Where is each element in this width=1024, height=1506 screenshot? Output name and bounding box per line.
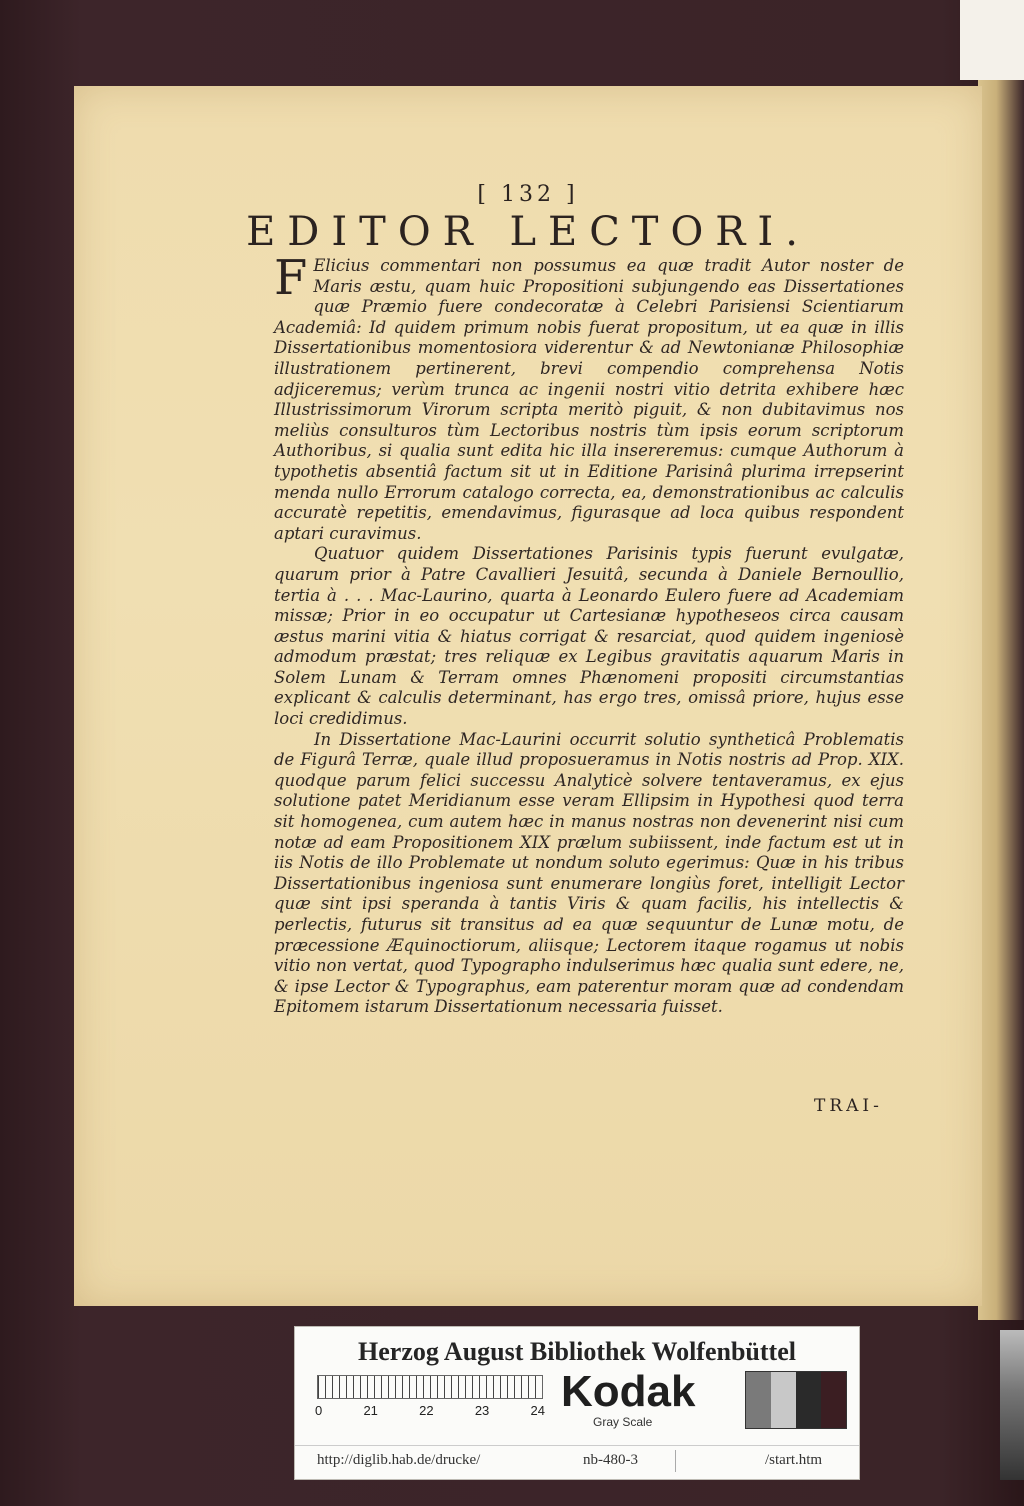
ruler-number: 24 — [530, 1403, 545, 1418]
paragraph-2: Quatuor quidem Dissertationes Parisinis typis fuerunt evulgatæ, quarum prior à Patre Cavallieri Jesuitâ, secunda à Daniele Bernoullio, tertia à . . . Mac-Laurino, quarta à Leonardo Eulero fuere ad Academiam missæ; Prior in eo occupatur ut Cartesianæ hypotheseos circa causam æstus marini vitia & hiatus corrigat & resarciat, quod quidem ingeniosè admodum præstat; tres reliquæ ex Legibus gravitatis aquarum Maris in Solem Lunam & Terram omnes Phænomeni propositi circumstantias explicant & calculis determinant, has ergo tres, omissâ priore, hujus esse loci credidimus. — [274, 544, 904, 729]
ruler — [317, 1375, 543, 1399]
swatch — [796, 1372, 821, 1428]
book-page — [74, 86, 982, 1306]
page-number: [ 132 ] — [477, 182, 579, 207]
paragraph-1 — [274, 250, 904, 544]
swatch — [771, 1372, 796, 1428]
ruler-number: 22 — [419, 1403, 434, 1418]
url-suffix: /start.htm — [765, 1452, 823, 1468]
ruler-number: 21 — [363, 1403, 378, 1418]
gray-scale-swatches — [745, 1371, 847, 1429]
scan-label — [294, 1326, 860, 1480]
label-footer — [295, 1445, 859, 1468]
right-edge-strip — [1000, 1330, 1024, 1480]
divider — [675, 1450, 676, 1472]
page-header — [74, 182, 982, 255]
url-base: http://diglib.hab.de/drucke/ — [317, 1452, 481, 1468]
ruler-numbers — [315, 1403, 545, 1418]
ruler-number: 23 — [474, 1403, 490, 1418]
drop-cap: F — [274, 250, 308, 306]
library-name: Herzog August Bibliothek Wolfenbüttel — [358, 1337, 796, 1366]
paragraph-1-text: Elicius commentari non possumus ea quæ tradit Autor noster de Maris æstu, quam huic Propositioni subjungendo eas Dissertationes quæ Præmio fuere condecoratæ à Celebri Parisiensi Scientiarum Academiâ: Id quidem primum nobis fuerat propositum, ut ea quæ in illis Dissertationibus momentosiora viderentur & ad Newtonianæ Philosophiæ illustrationem pertinerent, brevi compendio comprehensa Notis adjiceremus; verùm trunca ac ingenii nostri vitio detrita exhibere hæc Illustrissimorum Virorum scripta meritò piguit, & non dubitavimus nos meliùs consulturos tùm Lectoribus nostris tùm ipsis eorum scriptorum Authoribus, si qualia sunt edita hic illa insereremus: cumque Authorum à typothetis absentiâ factum sit ut in Editione Parisinâ plurima irrepserint menda nullo Errorum catalogo correcta, ea, demonstrationibus ac calculis accuratè repetitis, emendavimus, figurasque ad loca quibus respondent aptari curavimus. — [274, 256, 904, 543]
page-title: EDITOR LECTORI. — [246, 209, 810, 255]
paragraph-3: In Dissertatione Mac-Laurini occurrit solutio syntheticâ Problematis de Figurâ Terræ, quale illud proposueramus in Notis nostris ad Prop. XIX. quodque parum felici successu Analyticè solvere tentaveramus, ex ejus solutione patet Meridianum esse veram Ellipsim in Hypothesi quod terra sit homogenea, cum autem hæc in manus nostras non devenerint nisi cum notæ ad eam Propositionem XIX prælum subiissent, inde factum est ut in iis Notis de illo Problemate ut nondum soluto egerimus: Quæ in his tribus Dissertationibus ingeniosa sunt enumerare longiùs foret, intelligit Lector quæ sint ipsi speranda à tantis Viris & quam facilis, his intellectis & perlectis, futurus sit transitus ad ea quæ sequuntur de Lunæ motu, de præcessione Æquinoctiorum, aliisque; Lectorem itaque rogamus ut nobis vitio non vertat, quod Typographo indulserimus hæc qualia sunt edere, ne, & ipse Lector & Typographus, eam paterentur moram quæ ad condendam Epitomem istarum Dissertationum necessaria fuisset. — [274, 729, 904, 1017]
kodak-logo: Kodak — [561, 1367, 696, 1416]
ruler-number: 0 — [315, 1403, 323, 1418]
swatch — [821, 1372, 846, 1428]
gray-scale-label: Gray Scale — [593, 1415, 653, 1429]
top-corner-strip — [960, 0, 1024, 80]
swatch — [746, 1372, 771, 1428]
url-id: nb-480-3 — [583, 1452, 638, 1468]
page-edge — [978, 80, 1024, 1320]
body-text — [274, 250, 904, 1018]
catchword: TRAI- — [814, 1096, 883, 1116]
